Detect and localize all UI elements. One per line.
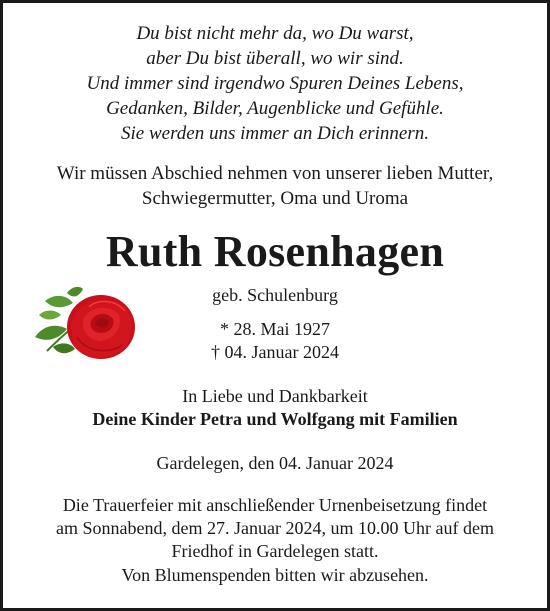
poem-line-3: Und immer sind irgendwo Spuren Deines Lebens, (86, 73, 464, 94)
poem-line-5: Sie werden uns immer an Dich erinnern. (121, 123, 429, 144)
family-line-1: In Liebe und Dankbarkeit (182, 386, 368, 406)
funeral-line-3: Friedhof in Gardelegen statt. (171, 541, 379, 561)
poem-line-4: Gedanken, Bilder, Augenblicke und Gefühle. (106, 98, 444, 119)
funeral-line-4: Von Blumenspenden bitten wir abzusehen. (121, 565, 429, 585)
poem-line-1: Du bist nicht mehr da, wo Du warst, (136, 23, 414, 44)
intro-line-1: Wir müssen Abschied nehmen von unserer lieben Mutter, (56, 163, 494, 184)
deceased-name: Ruth Rosenhagen (105, 227, 445, 276)
maiden-name: geb. Schulenburg (212, 285, 338, 305)
family-line-2: Deine Kinder Petra und Wolfgang mit Familien (92, 409, 458, 429)
death-date: † 04. Januar 2024 (211, 342, 339, 362)
place-date: Gardelegen, den 04. Januar 2024 (156, 453, 394, 473)
birth-date: * 28. Mai 1927 (220, 319, 330, 339)
intro-line-2: Schwiegermutter, Oma und Uroma (141, 188, 409, 209)
poem-line-2: aber Du bist überall, wo wir sind. (146, 48, 404, 69)
funeral-line-2: am Sonnabend, dem 27. Januar 2024, um 10.00 Uhr auf dem (56, 518, 494, 538)
funeral-line-1: Die Trauerfeier mit anschließender Urnenbeisetzung findet (62, 495, 488, 515)
